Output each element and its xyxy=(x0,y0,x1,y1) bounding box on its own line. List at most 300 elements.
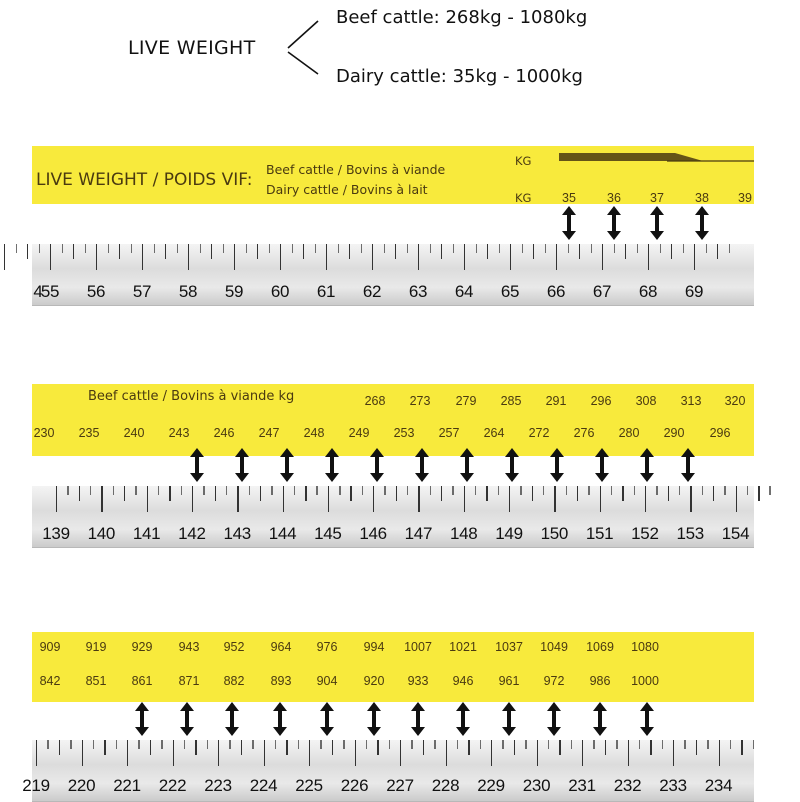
ruler-major-tick xyxy=(690,486,691,512)
ruler-minor-tick xyxy=(650,740,651,755)
double-arrow-icon xyxy=(280,448,294,482)
ruler-number: 143 xyxy=(223,524,251,543)
ruler-minor-tick xyxy=(16,244,17,253)
double-arrow-icon xyxy=(550,448,564,482)
ruler-minor-tick xyxy=(498,486,499,495)
ruler-minor-tick xyxy=(361,244,362,253)
scale-value-top: 285 xyxy=(500,394,522,408)
scale-value-top: 320 xyxy=(724,394,746,408)
ruler-minor-tick xyxy=(679,486,680,495)
ruler-minor-tick xyxy=(104,740,105,755)
ruler-major-tick xyxy=(582,740,583,766)
ruler-major-tick xyxy=(736,486,737,512)
scale-value-top: 268 xyxy=(364,394,386,408)
ruler-minor-tick xyxy=(305,486,306,501)
ruler-minor-tick xyxy=(200,244,201,253)
ruler-minor-tick xyxy=(298,740,299,749)
ruler-number: 62 xyxy=(362,282,382,301)
ruler-minor-tick xyxy=(486,486,487,501)
ruler-minor-tick xyxy=(525,740,526,749)
ruler-major-tick xyxy=(648,244,649,270)
beef-cattle-label: Beef cattle / Bovins à viande xyxy=(266,162,446,177)
double-arrow-icon xyxy=(547,702,561,736)
yellow-scale-strip xyxy=(32,384,754,456)
ruler-number: 222 xyxy=(158,776,187,795)
ruler-minor-tick xyxy=(257,244,258,259)
scale-value-top: 964 xyxy=(270,640,292,654)
ruler-number: 64 xyxy=(454,282,474,301)
ruler-number: 63 xyxy=(408,282,428,301)
ruler-minor-tick xyxy=(430,244,431,253)
double-arrow-icon xyxy=(367,702,381,736)
ruler-number: 232 xyxy=(613,776,642,795)
ruler-number: 140 xyxy=(87,524,116,543)
live-weight-title: LIVE WEIGHT / POIDS VIF: xyxy=(36,170,253,190)
ruler-minor-tick xyxy=(135,486,136,495)
double-arrow-icon xyxy=(681,448,695,482)
ruler-minor-tick xyxy=(622,486,623,501)
ruler-major-tick xyxy=(50,244,51,270)
ruler-major-tick xyxy=(96,244,97,270)
ruler-major-tick xyxy=(355,740,356,766)
scale-value-top: 308 xyxy=(635,394,657,408)
scale-value-bottom: 842 xyxy=(39,674,61,688)
ruler-minor-tick xyxy=(769,486,770,495)
ruler-major-tick xyxy=(188,244,189,270)
ruler-minor-tick xyxy=(229,740,230,749)
ruler-minor-tick xyxy=(119,244,120,259)
ruler-minor-tick xyxy=(502,740,503,749)
ruler-minor-tick xyxy=(616,740,617,749)
ruler-minor-tick xyxy=(614,244,615,253)
ruler-minor-tick xyxy=(593,740,594,749)
ruler-minor-tick xyxy=(499,244,500,253)
ruler-minor-tick xyxy=(475,486,476,495)
double-arrow-icon xyxy=(640,702,654,736)
ruler-minor-tick xyxy=(246,244,247,253)
ruler-minor-tick xyxy=(533,244,534,259)
ruler-minor-tick xyxy=(656,486,657,495)
ruler-minor-tick xyxy=(396,486,397,501)
ruler-minor-tick xyxy=(407,486,408,495)
ruler-number: 57 xyxy=(132,282,152,301)
scale-value-top: 976 xyxy=(316,640,338,654)
double-arrow-icon xyxy=(225,702,239,736)
scale-value-bottom: 920 xyxy=(363,674,385,688)
scale-value-bottom: 276 xyxy=(573,426,595,440)
ruler-number: 144 xyxy=(268,524,297,543)
ruler-minor-tick xyxy=(395,244,396,259)
ruler-minor-tick xyxy=(90,486,91,495)
ruler-minor-tick xyxy=(249,486,250,495)
ruler-minor-tick xyxy=(384,244,385,253)
ruler-number: 152 xyxy=(631,524,659,543)
ruler-minor-tick xyxy=(93,740,94,749)
white-ruler-strip xyxy=(32,244,754,306)
ruler-major-tick xyxy=(82,740,83,766)
ruler-minor-tick xyxy=(671,244,672,259)
tape-panel-dairy xyxy=(32,146,754,308)
double-arrow-icon xyxy=(190,448,204,482)
ruler-minor-tick xyxy=(67,486,68,495)
ruler-major-tick xyxy=(491,740,492,766)
ruler-major-tick xyxy=(173,740,174,766)
ruler-number: 55 xyxy=(40,282,60,301)
double-arrow-icon xyxy=(456,702,470,736)
ruler-minor-tick xyxy=(384,486,385,495)
ruler-major-tick xyxy=(446,740,447,766)
ruler-number: 58 xyxy=(178,282,198,301)
white-ruler-strip xyxy=(22,740,754,802)
scale-value-bottom: 933 xyxy=(407,674,429,688)
ruler-major-tick xyxy=(464,486,465,512)
ruler-number: 61 xyxy=(316,282,336,301)
double-arrow-icon xyxy=(320,702,334,736)
scale-value-bottom: 36 xyxy=(607,191,621,205)
ruler-minor-tick xyxy=(543,486,544,495)
ruler-minor-tick xyxy=(349,244,350,259)
ruler-major-tick xyxy=(4,244,5,270)
ruler-minor-tick xyxy=(207,740,208,749)
double-arrow-icon xyxy=(415,448,429,482)
scale-value-bottom: 249 xyxy=(348,426,370,440)
ruler-minor-tick xyxy=(639,740,640,749)
brace-lines-icon xyxy=(286,18,326,78)
ruler-minor-tick xyxy=(591,244,592,253)
ruler-major-tick xyxy=(326,244,327,270)
scale-value-bottom: 248 xyxy=(303,426,325,440)
ruler-minor-tick xyxy=(320,740,321,749)
ruler-number: 68 xyxy=(638,282,658,301)
scale-value-bottom: 972 xyxy=(543,674,565,688)
scale-value-bottom: 861 xyxy=(131,674,153,688)
ruler-minor-tick xyxy=(696,740,697,755)
scale-value-bottom: 946 xyxy=(452,674,474,688)
ruler-number: 65 xyxy=(500,282,520,301)
header-legend xyxy=(0,0,800,110)
ruler-major-tick xyxy=(645,486,646,512)
scale-value-top: 943 xyxy=(178,640,200,654)
scale-value-top: 1021 xyxy=(449,640,477,654)
beef-range-label: Beef cattle: 268kg - 1080kg xyxy=(336,7,588,28)
double-arrow-icon xyxy=(325,448,339,482)
scale-value-bottom: 257 xyxy=(438,426,460,440)
ruler-minor-tick xyxy=(476,244,477,253)
ruler-major-tick xyxy=(234,244,235,270)
ruler-minor-tick xyxy=(271,486,272,495)
ruler-minor-tick xyxy=(577,486,578,501)
double-arrow-icon xyxy=(502,702,516,736)
ruler-minor-tick xyxy=(241,740,242,755)
ruler-minor-tick xyxy=(108,244,109,253)
ruler-number: 226 xyxy=(340,776,369,795)
ruler-minor-tick xyxy=(27,244,28,259)
ruler-number: 228 xyxy=(431,776,460,795)
ruler-number: 151 xyxy=(585,524,614,543)
scale-value-top: 1037 xyxy=(495,640,523,654)
ruler-minor-tick xyxy=(154,244,155,253)
ruler-number: 231 xyxy=(568,776,596,795)
double-arrow-icon xyxy=(411,702,425,736)
ruler-number: 146 xyxy=(359,524,387,543)
ruler-minor-tick xyxy=(116,740,117,749)
ruler-minor-tick xyxy=(215,486,216,501)
ruler-major-tick xyxy=(554,486,555,512)
ruler-major-tick xyxy=(280,244,281,270)
ruler-minor-tick xyxy=(389,740,390,749)
ruler-number: 230 xyxy=(522,776,551,795)
ruler-minor-tick xyxy=(611,486,612,495)
ruler-minor-tick xyxy=(211,244,212,259)
scale-value-top: 273 xyxy=(409,394,431,408)
ruler-minor-tick xyxy=(366,740,367,749)
scale-value-bottom: 35 xyxy=(562,191,576,205)
ruler-major-tick xyxy=(464,244,465,270)
ruler-minor-tick xyxy=(303,244,304,259)
ruler-minor-tick xyxy=(683,244,684,253)
ruler-minor-tick xyxy=(713,486,714,501)
ruler-number: 148 xyxy=(449,524,478,543)
ruler-minor-tick xyxy=(339,486,340,495)
double-arrow-icon xyxy=(593,702,607,736)
scale-value-top: 279 xyxy=(455,394,477,408)
beef-cattle-kg-label: Beef cattle / Bovins à viande kg xyxy=(88,389,295,404)
ruler-major-tick xyxy=(602,244,603,270)
ruler-minor-tick xyxy=(70,740,71,749)
ruler-minor-tick xyxy=(407,244,408,253)
ruler-minor-tick xyxy=(532,486,533,501)
ruler-number: 145 xyxy=(314,524,342,543)
ruler-minor-tick xyxy=(747,486,748,495)
scale-value-bottom: 882 xyxy=(223,674,245,688)
ruler-major-tick xyxy=(192,486,193,512)
scale-value-top: 313 xyxy=(680,394,702,408)
ruler-minor-tick xyxy=(753,740,754,749)
ruler-minor-tick xyxy=(294,486,295,495)
ruler-major-tick xyxy=(600,486,601,512)
ruler-minor-tick xyxy=(634,486,635,495)
double-arrow-icon xyxy=(370,448,384,482)
ruler-minor-tick xyxy=(707,740,708,749)
ruler-minor-tick xyxy=(269,244,270,253)
ruler-major-tick xyxy=(127,740,128,766)
scale-value-top: 909 xyxy=(39,640,61,654)
ruler-number: 4 xyxy=(33,282,43,301)
ruler-minor-tick xyxy=(124,486,125,501)
scale-value-bottom: 272 xyxy=(528,426,550,440)
ruler-minor-tick xyxy=(423,740,424,755)
tape-panel-beef-high xyxy=(22,632,754,800)
ruler-minor-tick xyxy=(252,740,253,749)
scale-value-bottom: 290 xyxy=(663,426,685,440)
dairy-range-label: Dairy cattle: 35kg - 1000kg xyxy=(336,66,583,87)
ruler-minor-tick xyxy=(275,740,276,749)
double-arrow-icon xyxy=(180,702,194,736)
kg-pointer-icon xyxy=(557,150,754,170)
scale-value-bottom: 1000 xyxy=(631,674,659,688)
white-ruler-strip xyxy=(32,486,754,548)
ruler-minor-tick xyxy=(292,244,293,253)
ruler-major-tick xyxy=(673,740,674,766)
ruler-minor-tick xyxy=(706,244,707,253)
ruler-number: 150 xyxy=(540,524,569,543)
ruler-number: 56 xyxy=(86,282,106,301)
ruler-major-tick xyxy=(283,486,284,512)
double-arrow-icon xyxy=(607,206,621,240)
scale-value-bottom: 851 xyxy=(85,674,107,688)
scale-value-top: 1007 xyxy=(404,640,432,654)
double-arrow-icon xyxy=(650,206,664,240)
ruler-minor-tick xyxy=(441,486,442,501)
ruler-minor-tick xyxy=(520,486,521,495)
ruler-number: 225 xyxy=(295,776,323,795)
scale-value-top: 1049 xyxy=(540,640,568,654)
ruler-minor-tick xyxy=(758,486,759,501)
ruler-minor-tick xyxy=(566,486,567,495)
dairy-cattle-label: Dairy cattle / Bovins à lait xyxy=(266,182,428,197)
ruler-number: 147 xyxy=(404,524,433,543)
ruler-number: 141 xyxy=(132,524,161,543)
scale-value-bottom: 235 xyxy=(78,426,100,440)
tape-panel-beef-low xyxy=(32,384,754,550)
ruler-minor-tick xyxy=(62,244,63,253)
ruler-number: 66 xyxy=(546,282,566,301)
ruler-minor-tick xyxy=(260,486,261,501)
scale-value-bottom: 247 xyxy=(258,426,280,440)
ruler-minor-tick xyxy=(684,740,685,749)
ruler-minor-tick xyxy=(338,244,339,253)
ruler-major-tick xyxy=(237,486,238,512)
ruler-number: 142 xyxy=(178,524,206,543)
double-arrow-icon xyxy=(640,448,654,482)
scale-value-top: 919 xyxy=(85,640,107,654)
ruler-minor-tick xyxy=(203,486,204,495)
ruler-minor-tick xyxy=(181,486,182,495)
ruler-minor-tick xyxy=(717,244,718,259)
scale-value-bottom: 961 xyxy=(498,674,520,688)
ruler-minor-tick xyxy=(85,244,86,253)
ruler-number: 60 xyxy=(270,282,290,301)
ruler-number: 67 xyxy=(592,282,612,301)
ruler-major-tick xyxy=(628,740,629,766)
ruler-minor-tick xyxy=(441,244,442,259)
ruler-major-tick xyxy=(101,486,102,512)
ruler-minor-tick xyxy=(452,486,453,495)
ruler-number: 229 xyxy=(477,776,505,795)
ruler-minor-tick xyxy=(316,486,317,495)
ruler-minor-tick xyxy=(165,244,166,259)
ruler-minor-tick xyxy=(729,244,730,253)
ruler-number: 59 xyxy=(224,282,244,301)
ruler-major-tick xyxy=(147,486,148,512)
double-arrow-icon xyxy=(505,448,519,482)
scale-value-top: 952 xyxy=(223,640,245,654)
ruler-minor-tick xyxy=(559,740,560,755)
ruler-number: 69 xyxy=(684,282,704,301)
ruler-major-tick xyxy=(142,244,143,270)
ruler-minor-tick xyxy=(730,740,731,749)
ruler-number: 220 xyxy=(67,776,96,795)
ruler-minor-tick xyxy=(343,740,344,749)
scale-value-top: 291 xyxy=(545,394,567,408)
scale-value-bottom: 246 xyxy=(213,426,235,440)
ruler-major-tick xyxy=(309,740,310,766)
ruler-minor-tick xyxy=(468,740,469,755)
scale-value-bottom: 230 xyxy=(33,426,55,440)
scale-value-bottom: 39 xyxy=(738,191,752,205)
ruler-minor-tick xyxy=(169,486,170,501)
ruler-minor-tick xyxy=(741,740,742,755)
scale-value-bottom: 37 xyxy=(650,191,664,205)
ruler-minor-tick xyxy=(223,244,224,253)
ruler-number: 149 xyxy=(495,524,523,543)
ruler-minor-tick xyxy=(487,244,488,259)
scale-value-bottom: 38 xyxy=(695,191,709,205)
double-arrow-icon xyxy=(595,448,609,482)
ruler-minor-tick xyxy=(184,740,185,749)
scale-value-bottom: 904 xyxy=(316,674,338,688)
double-arrow-icon xyxy=(273,702,287,736)
ruler-minor-tick xyxy=(131,244,132,253)
ruler-minor-tick xyxy=(138,740,139,749)
scale-value-top: 929 xyxy=(131,640,153,654)
ruler-minor-tick xyxy=(177,244,178,253)
scale-value-bottom: 243 xyxy=(168,426,190,440)
ruler-minor-tick xyxy=(59,740,60,755)
ruler-major-tick xyxy=(373,486,374,512)
ruler-number: 224 xyxy=(249,776,278,795)
ruler-minor-tick xyxy=(702,486,703,495)
ruler-minor-tick xyxy=(113,486,114,495)
ruler-number: 139 xyxy=(42,524,70,543)
ruler-minor-tick xyxy=(434,740,435,749)
ruler-number: 233 xyxy=(659,776,687,795)
ruler-minor-tick xyxy=(724,486,725,495)
ruler-minor-tick xyxy=(522,244,523,253)
scale-value-bottom: 280 xyxy=(618,426,640,440)
scale-value-top: 1069 xyxy=(586,640,614,654)
ruler-number: 223 xyxy=(204,776,232,795)
ruler-minor-tick xyxy=(377,740,378,755)
ruler-minor-tick xyxy=(286,740,287,755)
ruler-minor-tick xyxy=(514,740,515,755)
ruler-number: 154 xyxy=(721,524,750,543)
ruler-major-tick xyxy=(36,740,37,766)
ruler-minor-tick xyxy=(660,244,661,253)
ruler-minor-tick xyxy=(588,486,589,495)
ruler-major-tick xyxy=(694,244,695,270)
double-arrow-icon xyxy=(460,448,474,482)
ruler-major-tick xyxy=(510,244,511,270)
scale-value-top: 1080 xyxy=(631,640,659,654)
ruler-minor-tick xyxy=(161,740,162,749)
ruler-major-tick xyxy=(56,486,57,512)
ruler-major-tick xyxy=(418,486,419,512)
ruler-major-tick xyxy=(537,740,538,766)
ruler-minor-tick xyxy=(362,486,363,495)
yellow-scale-strip xyxy=(32,632,754,702)
scale-value-bottom: 893 xyxy=(270,674,292,688)
ruler-major-tick xyxy=(218,740,219,766)
double-arrow-icon xyxy=(562,206,576,240)
kg-label-top: KG xyxy=(515,154,532,168)
ruler-major-tick xyxy=(328,486,329,512)
ruler-minor-tick xyxy=(332,740,333,755)
scale-value-bottom: 296 xyxy=(709,426,731,440)
ruler-major-tick xyxy=(264,740,265,766)
ruler-minor-tick xyxy=(568,244,569,253)
ruler-major-tick xyxy=(719,740,720,766)
